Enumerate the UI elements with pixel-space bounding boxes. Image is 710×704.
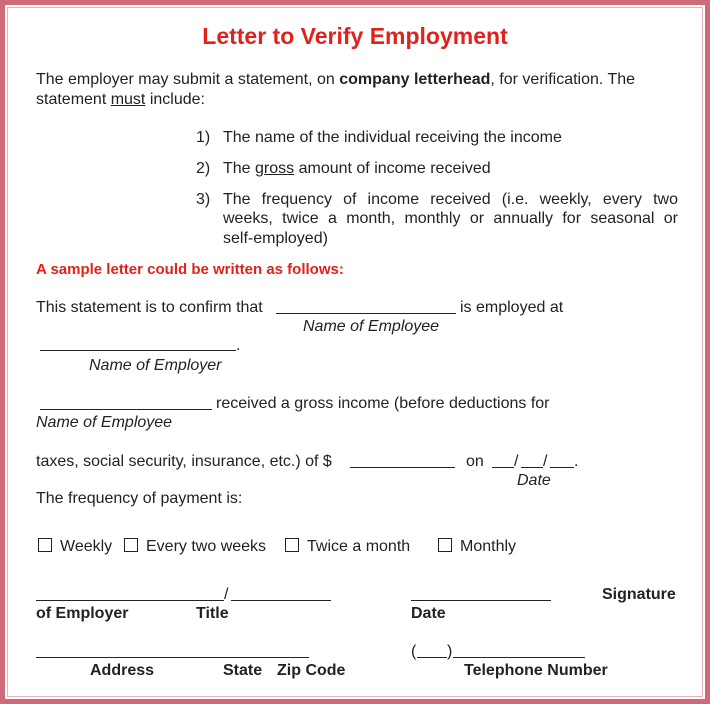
twice-a-month-label: Twice a month — [307, 538, 411, 555]
monthly-checkbox[interactable] — [438, 538, 452, 552]
date-slash-2: / — [543, 453, 548, 470]
title-line[interactable] — [231, 600, 331, 601]
frequency-text: The frequency of payment is: — [36, 490, 243, 507]
date-period: . — [574, 453, 579, 470]
list-item-2-end: amount of income received — [294, 160, 491, 177]
twice-a-month-checkbox[interactable] — [285, 538, 299, 552]
address-line[interactable] — [36, 657, 309, 658]
employee-name-line[interactable] — [276, 313, 456, 314]
phone-number-line[interactable] — [453, 657, 585, 658]
weekly-label: Weekly — [60, 538, 113, 555]
received-text: received a gross income (before deductions for — [216, 395, 550, 412]
confirm-text: This statement is to confirm that — [36, 299, 263, 316]
employed-at-text: is employed at — [460, 299, 564, 316]
on-text: on — [466, 453, 484, 470]
date-month-line[interactable] — [492, 467, 514, 468]
employer-name-line[interactable] — [40, 350, 236, 351]
employer-signature-line[interactable] — [36, 600, 224, 601]
date-signature-label: Date — [411, 605, 446, 622]
signature-slash: / — [224, 586, 229, 603]
sample-heading: A sample letter could be written as follows: — [36, 261, 344, 278]
list-item-1-text: The name of the individual receiving the income — [223, 129, 562, 146]
phone-paren-open: ( — [411, 643, 417, 660]
list-item-3-line-3: self-employed) — [223, 230, 328, 247]
list-item-3-line-1: The frequency of income received (i.e. weekly, every two — [223, 191, 678, 208]
date-label: Date — [517, 472, 551, 489]
page-title: Letter to Verify Employment — [202, 23, 508, 49]
amount-line[interactable] — [350, 467, 455, 468]
intro-bold: company letterhead — [339, 71, 491, 88]
telephone-label: Telephone Number — [464, 662, 608, 679]
taxes-text: taxes, social security, insurance, etc.) of $ — [36, 453, 332, 470]
zip-code-label: Zip Code — [277, 662, 346, 679]
list-item-3-num: 3) — [196, 191, 211, 208]
page-inner-border — [7, 7, 703, 697]
title-label: Title — [196, 605, 229, 622]
intro-line2-end: include: — [145, 91, 205, 108]
intro-line-2 — [36, 90, 205, 109]
name-of-employee-label-1: Name of Employee — [303, 318, 440, 335]
list-item-2-text — [223, 159, 491, 178]
intro-text-2: , for verification. The — [490, 71, 636, 88]
name-of-employee-label-2: Name of Employee — [36, 414, 173, 431]
employer-period: . — [236, 337, 241, 354]
list-item-2-gross: gross — [255, 160, 295, 177]
address-label: Address — [90, 662, 155, 679]
phone-paren-close: ) — [447, 643, 453, 660]
intro-must: must — [110, 91, 146, 108]
every-two-weeks-checkbox[interactable] — [124, 538, 138, 552]
date-slash-1: / — [514, 453, 519, 470]
date-year-line[interactable] — [550, 467, 574, 468]
intro-line-1 — [36, 70, 678, 89]
date-signature-line[interactable] — [411, 600, 551, 601]
weekly-checkbox[interactable] — [38, 538, 52, 552]
list-item-2-num: 2) — [196, 160, 211, 177]
list-item-1-num: 1) — [196, 129, 211, 146]
monthly-label: Monthly — [460, 538, 517, 555]
intro-line2-start: statement — [36, 91, 111, 108]
date-day-line[interactable] — [521, 467, 543, 468]
state-label: State — [223, 662, 263, 679]
employee-name-line-2[interactable] — [40, 409, 212, 410]
every-two-weeks-label: Every two weeks — [146, 538, 267, 555]
signature-label: Signature — [602, 586, 676, 603]
intro-text-1: The employer may submit a statement, on — [36, 71, 340, 88]
of-employer-label: of Employer — [36, 605, 129, 622]
list-item-3-line-2: weeks, twice a month, monthly or annually for seasonal or — [223, 210, 678, 227]
area-code-line[interactable] — [417, 657, 447, 658]
name-of-employer-label: Name of Employer — [89, 357, 222, 374]
list-item-2-start: The — [223, 160, 256, 177]
